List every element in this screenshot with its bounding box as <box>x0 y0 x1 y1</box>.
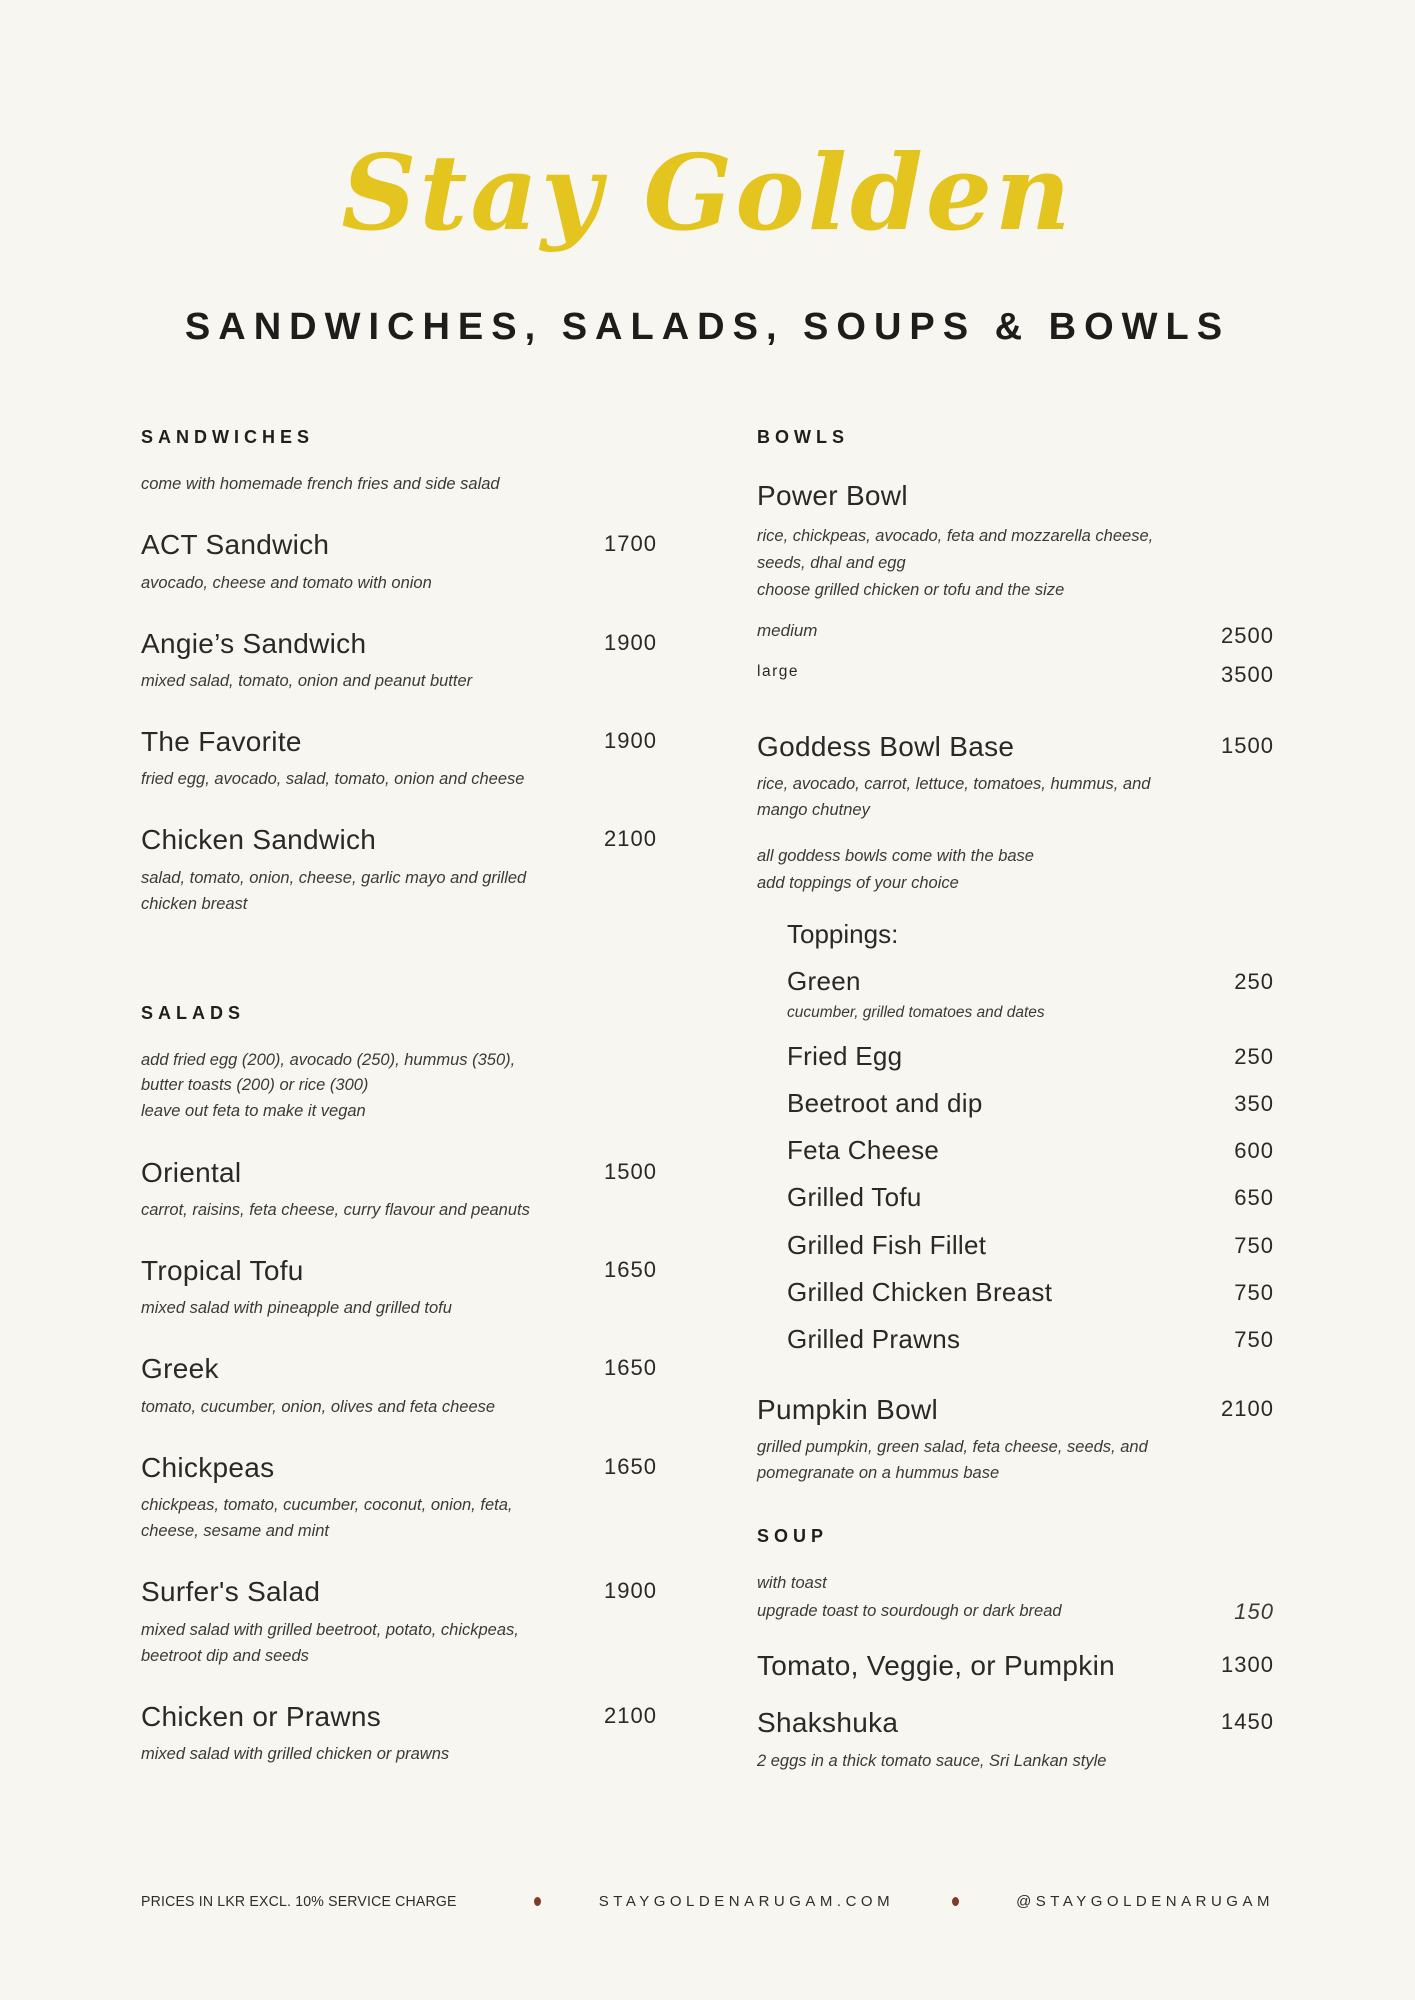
item-desc-line: carrot, raisins, feta cheese, curry flavour and peanuts <box>141 1200 530 1219</box>
topping-item <box>787 1042 1274 1071</box>
item-desc-line: choose grilled chicken or tofu and the size <box>757 581 1065 600</box>
item-row <box>787 1278 1274 1307</box>
menu-item <box>757 1707 1274 1773</box>
item-desc <box>141 766 657 792</box>
upgrade-price: 150 <box>1234 1598 1274 1624</box>
item-row <box>141 1452 657 1483</box>
item-price: 1500 <box>604 1158 657 1184</box>
topping-item <box>787 1231 1274 1260</box>
topping-item <box>787 1325 1274 1354</box>
item-name: Angie’s Sandwich <box>141 627 367 659</box>
item-desc-line: rice, avocado, carrot, lettuce, tomatoes, hummus, and <box>757 775 1151 794</box>
size-row <box>757 621 1274 648</box>
item-price: 1900 <box>604 728 657 753</box>
item-desc-line: mixed salad with grilled beetroot, potato, chickpeas, <box>141 1620 519 1639</box>
section-heading: BOWLS <box>757 426 849 447</box>
item-desc <box>141 1492 657 1544</box>
item-row <box>787 1042 1274 1071</box>
footer-website: STAYGOLDENARUGAM.COM <box>598 1893 895 1910</box>
section-note-line: upgrade toast to sourdough or dark bread <box>757 1601 1062 1620</box>
item-price: 1650 <box>604 1355 657 1381</box>
topping-item <box>787 1089 1274 1118</box>
item-row <box>141 1353 657 1384</box>
item-price: 1650 <box>604 1257 657 1283</box>
item-price: 2100 <box>604 1702 657 1728</box>
item-desc-line: seeds, dhal and egg <box>757 554 906 573</box>
menu-item <box>757 1650 1274 1681</box>
item-desc <box>141 1197 657 1223</box>
item-desc-line: cheese, sesame and mint <box>141 1522 330 1541</box>
item-row <box>787 1183 1274 1212</box>
item-row <box>787 1136 1274 1165</box>
section-note-line: with toast <box>757 1574 827 1593</box>
item-name: Shakshuka <box>757 1707 899 1739</box>
topping-price: 250 <box>1234 1044 1274 1070</box>
footer-service-note: PRICES IN LKR EXCL. 10% SERVICE CHARGE <box>141 1893 457 1910</box>
topping-price: 750 <box>1234 1326 1274 1352</box>
topping-name: Grilled Fish Fillet <box>787 1229 987 1260</box>
item-row <box>757 1707 1274 1738</box>
item-desc-line: salad, tomato, onion, cheese, garlic mayo and grilled <box>141 868 527 887</box>
menu-columns <box>0 427 1415 1774</box>
item-row <box>757 480 1274 511</box>
topping-item <box>787 967 1274 1024</box>
menu-item <box>141 1452 657 1544</box>
section-bowls <box>757 427 1274 1487</box>
section-heading: SANDWICHES <box>141 426 315 447</box>
item-row <box>787 967 1274 996</box>
menu-item <box>141 1353 657 1419</box>
item-name: Tropical Tofu <box>141 1255 304 1287</box>
item-desc-line: tomato, cucumber, onion, olives and feta cheese <box>141 1397 496 1416</box>
section-note <box>757 1571 1274 1624</box>
footer <box>141 1893 1274 1910</box>
item-row <box>787 1089 1274 1118</box>
upgrade-row <box>757 1597 1274 1624</box>
item-name: Goddess Bowl Base <box>757 730 1015 762</box>
item-row <box>141 1576 657 1607</box>
item-name: Chicken or Prawns <box>141 1700 382 1732</box>
menu-item <box>141 824 657 916</box>
item-row <box>141 1157 657 1188</box>
topping-name: Grilled Tofu <box>787 1182 922 1213</box>
item-desc <box>141 1741 657 1767</box>
topping-price: 750 <box>1234 1279 1274 1305</box>
topping-price: 750 <box>1234 1232 1274 1258</box>
item-row <box>757 1650 1274 1681</box>
item-name: Pumpkin Bowl <box>757 1393 939 1425</box>
topping-name: Green <box>787 965 861 996</box>
item-row <box>141 1255 657 1286</box>
item-desc-line: mango chutney <box>757 801 870 820</box>
menu-item-power-bowl <box>757 480 1274 687</box>
goddess-note-line: add toppings of your choice <box>757 873 959 892</box>
menu-item <box>141 1157 657 1223</box>
toppings-label: Toppings: <box>787 918 899 949</box>
section-heading: SALADS <box>141 1002 246 1023</box>
item-price: 2100 <box>1221 1395 1274 1421</box>
section-note-line: add fried egg (200), avocado (250), hummus (350), <box>141 1050 516 1069</box>
item-row <box>757 731 1274 762</box>
menu-item <box>141 628 657 694</box>
item-price: 1450 <box>1221 1709 1274 1735</box>
size-row <box>757 660 1274 687</box>
item-desc-line: grilled pumpkin, green salad, feta cheese, seeds, and <box>757 1438 1148 1457</box>
item-desc-line: 2 eggs in a thick tomato sauce, Sri Lankan style <box>757 1751 1107 1770</box>
item-desc <box>757 1748 1274 1774</box>
item-name: Surfer's Salad <box>141 1576 321 1608</box>
item-desc <box>141 1295 657 1321</box>
left-column <box>141 427 657 1774</box>
menu-item <box>141 529 657 595</box>
item-name: Oriental <box>141 1156 242 1188</box>
section-sandwiches <box>141 427 657 917</box>
bullet-icon <box>952 1897 959 1906</box>
item-desc <box>757 1434 1274 1486</box>
item-desc-line: pomegranate on a hummus base <box>757 1464 1000 1483</box>
item-price: 1650 <box>604 1453 657 1479</box>
item-desc-line: avocado, cheese and tomato with onion <box>141 573 432 592</box>
right-column <box>757 427 1274 1774</box>
size-price: 3500 <box>1221 661 1274 687</box>
goddess-note <box>757 843 1274 895</box>
item-name: Greek <box>141 1353 219 1385</box>
topping-price: 250 <box>1234 968 1274 994</box>
item-price: 1300 <box>1221 1652 1274 1678</box>
item-desc <box>141 1617 657 1669</box>
section-salads <box>141 1003 657 1767</box>
section-heading: SOUP <box>757 1526 829 1547</box>
item-row <box>787 1325 1274 1354</box>
item-desc <box>757 771 1274 823</box>
section-soup <box>757 1526 1274 1774</box>
item-desc <box>757 523 1274 605</box>
item-desc-line: chicken breast <box>141 894 248 913</box>
item-desc <box>141 865 657 917</box>
topping-name: Grilled Prawns <box>787 1323 961 1354</box>
menu-item-goddess-bowl <box>757 731 1274 1354</box>
topping-item <box>787 1136 1274 1165</box>
item-price: 1900 <box>604 629 657 655</box>
goddess-note-line: all goddess bowls come with the base <box>757 847 1034 866</box>
size-label: large <box>757 662 799 680</box>
item-desc <box>141 1394 657 1420</box>
restaurant-logo: Stay Golden <box>341 131 1074 254</box>
item-name: Power Bowl <box>757 479 908 511</box>
item-name: Tomato, Veggie, or Pumpkin <box>757 1650 1115 1682</box>
item-price: 1700 <box>604 531 657 557</box>
topping-item <box>787 1183 1274 1212</box>
menu-title: SANDWICHES, SALADS, SOUPS & BOWLS <box>184 305 1231 348</box>
item-row <box>787 1231 1274 1260</box>
item-name: Chickpeas <box>141 1451 275 1483</box>
item-name: Chicken Sandwich <box>141 824 377 856</box>
item-price: 1900 <box>604 1578 657 1604</box>
topping-name: Feta Cheese <box>787 1135 940 1166</box>
topping-desc: cucumber, grilled tomatoes and dates <box>787 1003 1045 1021</box>
section-note-line: butter toasts (200) or rice (300) <box>141 1076 369 1095</box>
item-row <box>141 824 657 855</box>
menu-item <box>141 1701 657 1767</box>
item-desc-line: mixed salad, tomato, onion and peanut butter <box>141 671 473 690</box>
footer-social-handle: @STAYGOLDENARUGAM <box>1016 1893 1274 1910</box>
menu-item <box>141 1255 657 1321</box>
item-row <box>757 1394 1274 1425</box>
item-name: ACT Sandwich <box>141 529 330 561</box>
item-row <box>141 726 657 757</box>
topping-price: 650 <box>1234 1185 1274 1211</box>
item-name: The Favorite <box>141 726 302 757</box>
section-note: come with homemade french fries and side salad <box>141 474 500 493</box>
section-note-line: leave out feta to make it vegan <box>141 1102 366 1121</box>
item-row <box>141 529 657 560</box>
item-desc <box>141 668 657 694</box>
item-desc-line: beetroot dip and seeds <box>141 1646 309 1665</box>
item-row <box>141 628 657 659</box>
size-label: medium <box>757 620 818 640</box>
menu-item-pumpkin-bowl <box>757 1394 1274 1486</box>
topping-name: Beetroot and dip <box>787 1088 983 1119</box>
size-price: 2500 <box>1221 622 1274 648</box>
item-price: 2100 <box>604 826 657 852</box>
item-desc <box>141 570 657 596</box>
item-row <box>141 1701 657 1732</box>
item-price: 1500 <box>1221 732 1274 758</box>
topping-name: Grilled Chicken Breast <box>787 1276 1053 1307</box>
menu-item <box>141 1576 657 1668</box>
item-desc-line: rice, chickpeas, avocado, feta and mozzarella cheese, <box>757 526 1154 545</box>
section-note <box>141 1048 657 1125</box>
topping-item <box>787 1278 1274 1307</box>
item-desc-line: chickpeas, tomato, cucumber, coconut, onion, feta, <box>141 1496 513 1515</box>
item-desc-line: fried egg, avocado, salad, tomato, onion and cheese <box>141 770 525 789</box>
topping-name: Fried Egg <box>787 1041 903 1072</box>
topping-price: 600 <box>1234 1138 1274 1164</box>
item-desc-line: mixed salad with pineapple and grilled tofu <box>141 1299 452 1318</box>
bullet-icon <box>534 1897 541 1906</box>
topping-price: 350 <box>1234 1091 1274 1117</box>
item-desc-line: mixed salad with grilled chicken or prawns <box>141 1745 450 1764</box>
menu-item <box>141 726 657 792</box>
